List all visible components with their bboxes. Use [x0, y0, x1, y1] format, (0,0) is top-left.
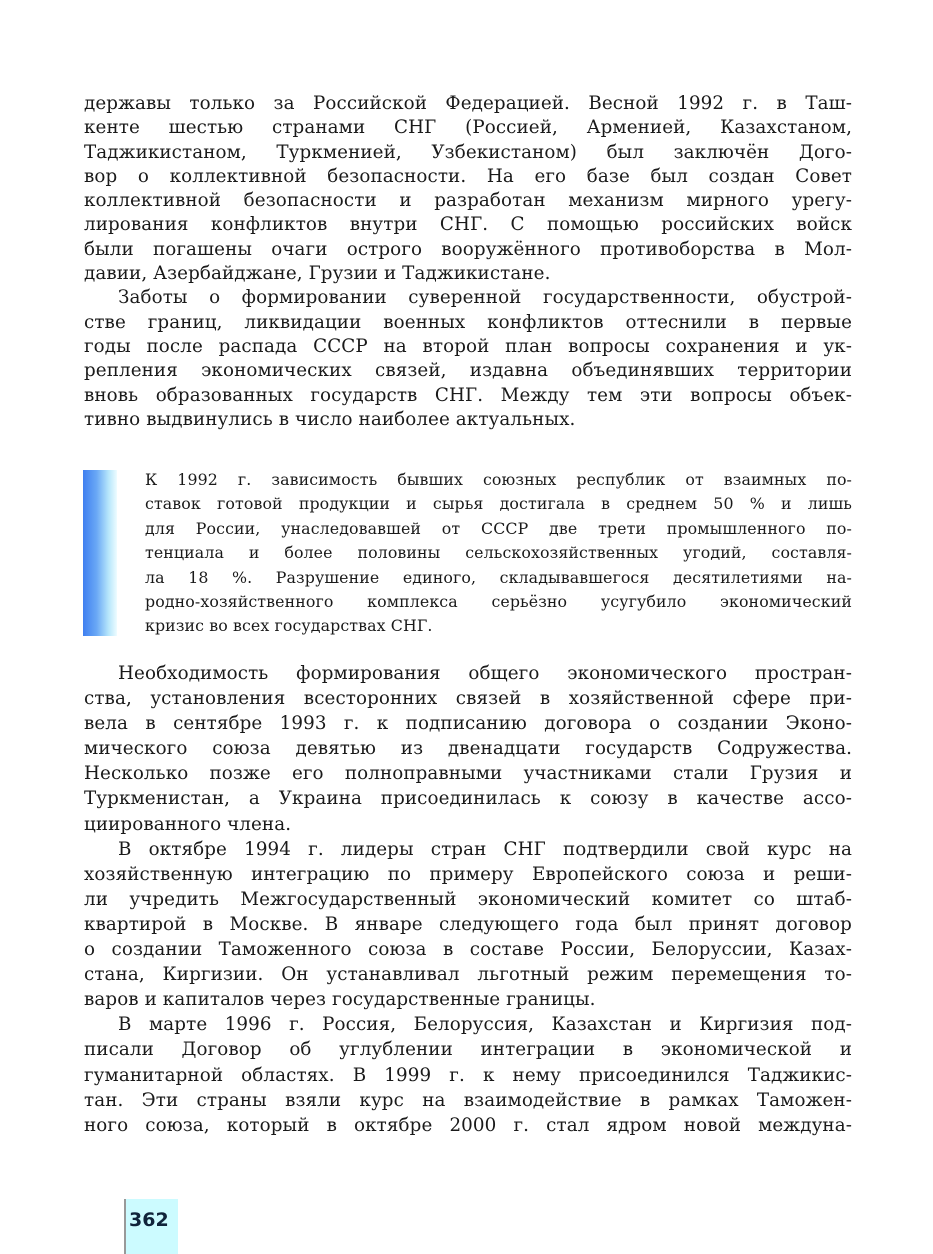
- text-line: ного союза, который в октябре 2000 г. стал ядром новой междуна-: [84, 1114, 852, 1136]
- text-block-bottom: [84, 661, 852, 1138]
- callout-line: кризис во всех государствах СНГ.: [145, 616, 433, 636]
- text-line: кенте шестью странами СНГ (Россией, Арменией, Казахстаном,: [84, 117, 852, 139]
- text-line: вела в сентябре 1993 г. к подписанию договора о создании Эконо-: [84, 713, 852, 735]
- text-line: годы после распада СССР на второй план вопросы сохранения и ук-: [84, 335, 852, 357]
- text-line: циированного члена.: [84, 813, 292, 835]
- text-line: Таджикистаном, Туркменией, Узбекистаном) был заключён Дого-: [84, 141, 852, 163]
- text-line: гуманитарной областях. В 1999 г. к нему присоединился Таджикис-: [84, 1064, 852, 1086]
- text-line: репления экономических связей, издавна объединявших территории: [84, 360, 852, 382]
- paragraph: [84, 661, 852, 837]
- text-line: стве границ, ликвидации военных конфликтов оттеснили в первые: [84, 311, 852, 333]
- text-line: Туркменистан, а Украина присоединилась к союзу в качестве ассо-: [84, 788, 852, 810]
- text-line: вор о коллективной безопасности. На его базе был создан Совет: [84, 165, 852, 187]
- paragraph: [84, 286, 852, 432]
- text-line: ства, установления всесторонних связей в хозяйственной сфере при-: [84, 688, 852, 710]
- text-line: коллективной безопасности и разработан механизм мирного урегу-: [84, 190, 852, 212]
- text-line: вновь образованных государств СНГ. Между тем эти вопросы объек-: [84, 384, 852, 406]
- callout-line: ла 18 %. Разрушение единого, складывавшегося десятилетиями на-: [145, 567, 852, 587]
- callout-text: [145, 468, 852, 639]
- callout-line: родно-хозяйственного комплекса серьёзно усугубило экономический: [145, 591, 852, 611]
- text-line: В октябре 1994 г. лидеры стран СНГ подтвердили свой курс на: [118, 838, 852, 860]
- text-line: писали Договор об углублении интеграции в экономической и: [84, 1039, 852, 1061]
- text-line: хозяйственную интеграцию по примеру Европейского союза и реши-: [84, 863, 852, 885]
- callout-line: К 1992 г. зависимость бывших союзных республик от взаимных по-: [145, 470, 852, 489]
- page-number-tab: [124, 1199, 178, 1254]
- text-line: стана, Киргизии. Он устанавливал льготный режим перемещения то-: [84, 964, 852, 986]
- callout-line: для России, унаследовавшей от СССР две трети промышленного по-: [145, 518, 852, 538]
- paragraph: [84, 1012, 852, 1137]
- text-line: варов и капиталов через государственные границы.: [84, 989, 596, 1011]
- text-line: державы только за Российской Федерацией. Весной 1992 г. в Таш-: [84, 93, 852, 114]
- callout-box: [83, 468, 852, 638]
- text-line: Заботы о формировании суверенной государственности, обустрой-: [118, 287, 852, 309]
- text-line: Несколько позже его полноправными участниками стали Грузия и: [84, 763, 852, 785]
- text-line: о создании Таможенного союза в составе России, Белоруссии, Казах-: [84, 939, 852, 961]
- text-line: тан. Эти страны взяли курс на взаимодействие в рамках Таможен-: [84, 1089, 852, 1111]
- text-line: были погашены очаги острого вооружённого противоборства в Мол-: [84, 238, 852, 260]
- paragraph: [84, 92, 852, 286]
- text-line: ли учредить Межгосударственный экономический комитет со штаб-: [84, 888, 852, 910]
- text-line: Необходимость формирования общего экономического простран-: [118, 663, 852, 684]
- text-line: В марте 1996 г. Россия, Белоруссия, Казахстан и Киргизия под-: [118, 1014, 852, 1036]
- callout-line: ставок готовой продукции и сырья достигала в среднем 50 % и лишь: [145, 494, 852, 514]
- text-line: давии, Азербайджане, Грузии и Таджикистане.: [84, 263, 551, 285]
- page-number: 362: [129, 1209, 169, 1231]
- text-block-top: [84, 92, 852, 432]
- callout-line: тенциала и более половины сельскохозяйственных угодий, составля-: [145, 543, 852, 563]
- text-line: квартирой в Москве. В январе следующего года был принят договор: [84, 913, 852, 935]
- paragraph: [84, 837, 852, 1013]
- callout-accent-bar: [83, 470, 117, 636]
- text-line: мического союза девятью из двенадцати государств Содружества.: [84, 738, 852, 760]
- text-line: лирования конфликтов внутри СНГ. С помощью российских войск: [84, 214, 852, 236]
- text-line: тивно выдвинулись в число наиболее актуальных.: [84, 408, 576, 430]
